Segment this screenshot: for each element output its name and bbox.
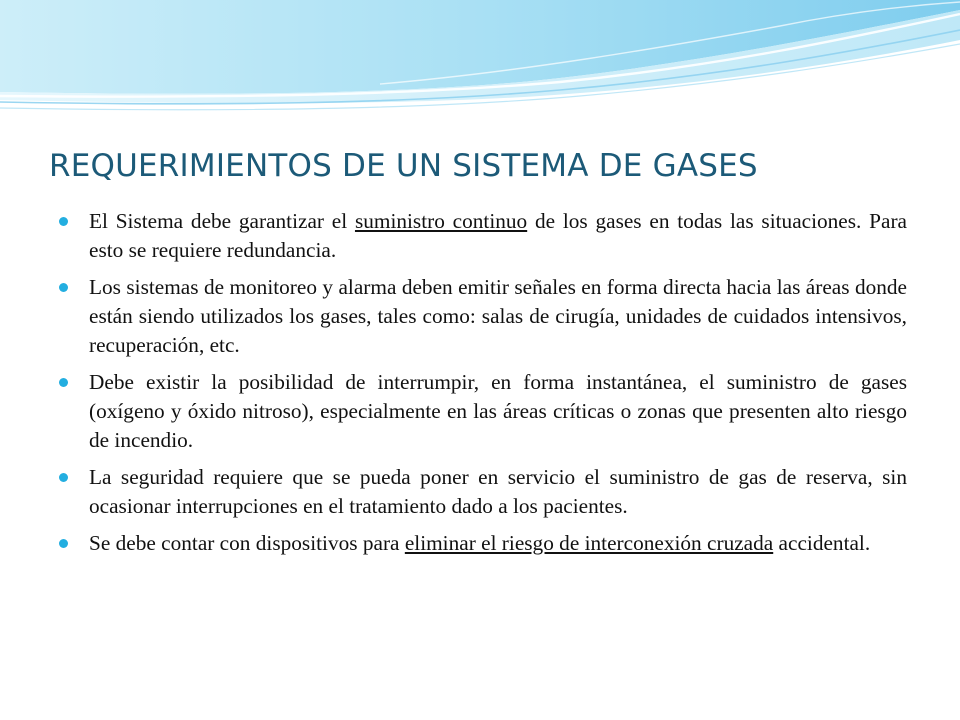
bullet-text: Debe existir la posibilidad de interrumpir, en forma instantánea, el suministro de gases (oxígeno y óxido nitroso), especialmente en las áreas críticas o zonas que presenten alto riesgo de incendio. xyxy=(89,370,907,452)
bullet-dot-icon xyxy=(59,283,68,292)
bullet-text: La seguridad requiere que se pueda poner en servicio el suministro de gas de reserva, sin ocasionar interrupciones en el tratamiento dado a los pacientes. xyxy=(89,465,907,518)
bullet-text: El Sistema debe garantizar el suministro continuo de los gases en todas las situaciones. Para esto se requiere redundancia. xyxy=(89,209,907,262)
header-wave-decoration xyxy=(0,0,960,120)
bullet-item xyxy=(59,273,907,360)
bullet-item xyxy=(59,368,907,455)
underlined-phrase: eliminar el riesgo de interconexión cruzada xyxy=(404,531,774,555)
bullet-dot-icon xyxy=(59,378,68,387)
bullet-item xyxy=(59,463,907,521)
bullet-dot-icon xyxy=(59,539,68,548)
bullet-item xyxy=(59,529,907,558)
slide-title: REQUERIMIENTOS DE UN SISTEMA DE GASES xyxy=(49,148,758,184)
bullet-dot-icon xyxy=(59,473,68,482)
bullet-text: Los sistemas de monitoreo y alarma deben emitir señales en forma directa hacia las áreas donde están siendo utilizados los gases, tales como: salas de cirugía, unidades de cuidados intensivos, recuperación, etc. xyxy=(89,275,907,357)
bullet-list xyxy=(59,207,907,566)
bullet-text: Se debe contar con dispositivos para eliminar el riesgo de interconexión cruzada accidental. xyxy=(89,531,871,555)
bullet-item xyxy=(59,207,907,265)
bullet-dot-icon xyxy=(59,217,68,226)
underlined-phrase: suministro continuo xyxy=(354,209,528,233)
